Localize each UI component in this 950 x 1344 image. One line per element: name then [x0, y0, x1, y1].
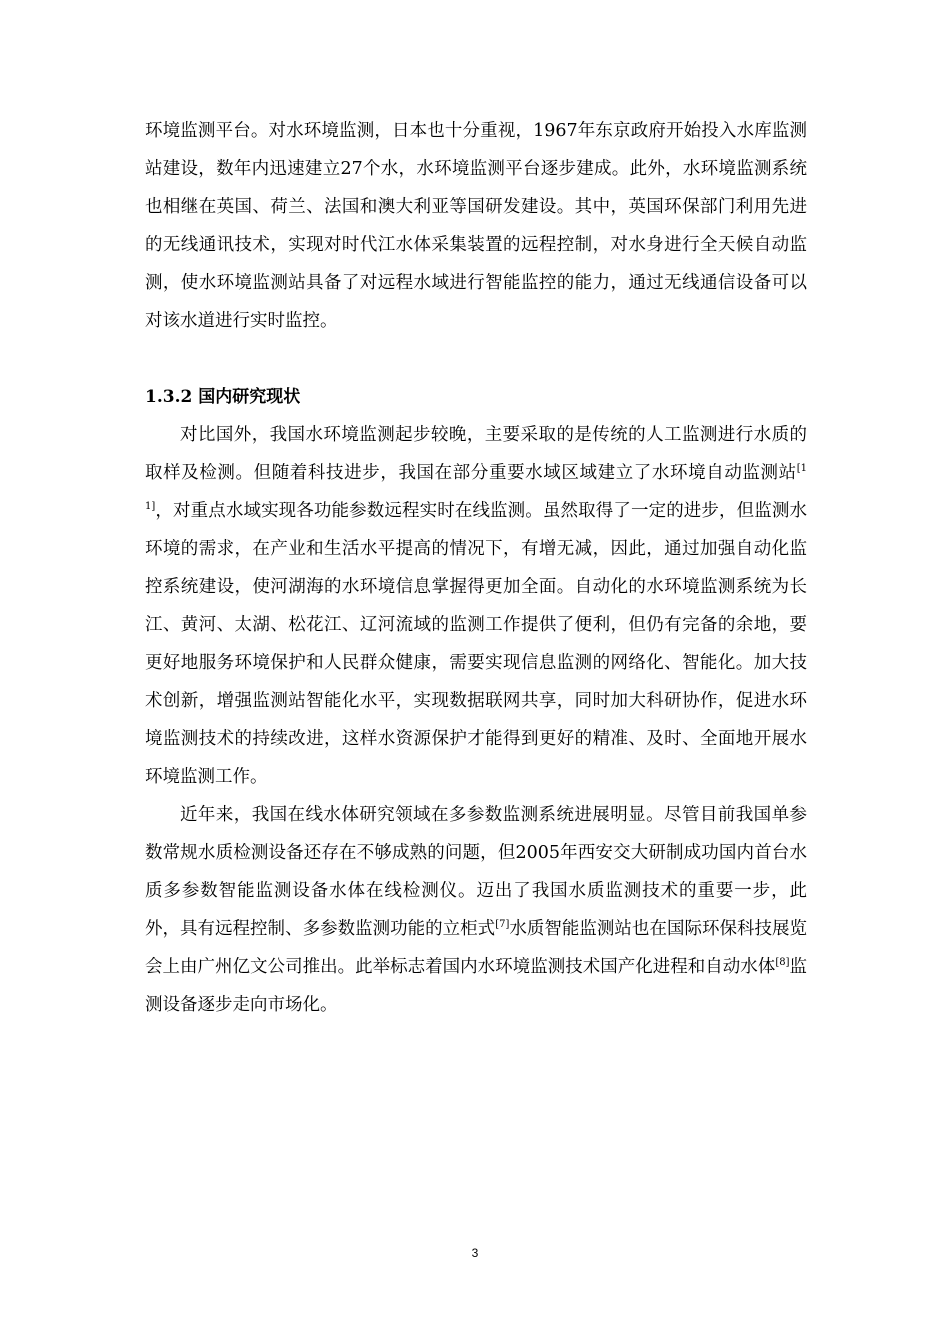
paragraph-text: 环境监测平台。对水环境监测，日本也十分重视，1967年东京政府开始投入水库监测站建设，数年内迅速建立27个水，水环境监测平台逐步建成。此外，水环境监测系统也相继在英国、荷兰、法国和澳大利亚等国研发建设。其中，英国环保部门利用先进的无线通讯技术，实现对时代江水体采集装置的远程控制，对水身进行全天候自动监测，使水环境监测站具备了对远程水域进行智能监控的能力，通过无线通信设备可以对该水道进行实时监控。: [145, 121, 807, 331]
paragraph-domestic-status: [145, 416, 807, 796]
paragraph-intro: [145, 112, 807, 340]
paragraph-text: 对比国外，我国水环境监测起步较晚，主要采取的是传统的人工监测进行水质的取样及检测。但随着科技进步，我国在部分重要水域区域建立了水环境自动监测站: [145, 425, 807, 483]
section-heading: 1.3.2 国内研究现状: [145, 387, 301, 407]
page-number: 3: [471, 1246, 479, 1260]
paragraph-text: 监测设备逐步走向市场化。: [145, 957, 808, 1015]
paragraph-text: 近年来，我国在线水体研究领域在多参数监测系统进展明显。尽管目前我国单参数常规水质检测设备还存在不够成熟的问题，但2005年西安交大研制成功国内首台水质多参数智能监测设备水体在线检测仪。迈出了我国水质监测技术的重要一步，此外，具有远程控制、多参数监测功能的立柜式: [145, 805, 807, 939]
citation-ref: [7]: [495, 919, 510, 930]
citation-ref: [11]: [145, 463, 807, 512]
paragraph-recent-progress: [145, 796, 807, 1024]
paragraph-text: ，对重点水域实现各功能参数远程实时在线监测。虽然取得了一定的进步，但监测水环境的需求，在产业和生活水平提高的情况下，有增无减，因此，通过加强自动化监控系统建设，使河湖海的水环境信息掌握得更加全面。自动化的水环境监测系统为长江、黄河、太湖、松花江、辽河流域的监测工作提供了便利，但仍有完备的余地，要更好地服务环境保护和人民群众健康，需要实现信息监测的网络化、智能化。加大技术创新，增强监测站智能化水平，实现数据联网共享，同时加大科研协作，促进水环境监测技术的持续改进，这样水资源保护才能得到更好的精准、及时、全面地开展水环境监测工作。: [145, 501, 807, 787]
citation-ref: [8]: [775, 957, 790, 968]
paragraph-text: 水质智能监测站也在国际环保科技展览会上由广州亿文公司推出。此举标志着国内水环境监测技术国产化进程和自动水体: [145, 919, 808, 977]
